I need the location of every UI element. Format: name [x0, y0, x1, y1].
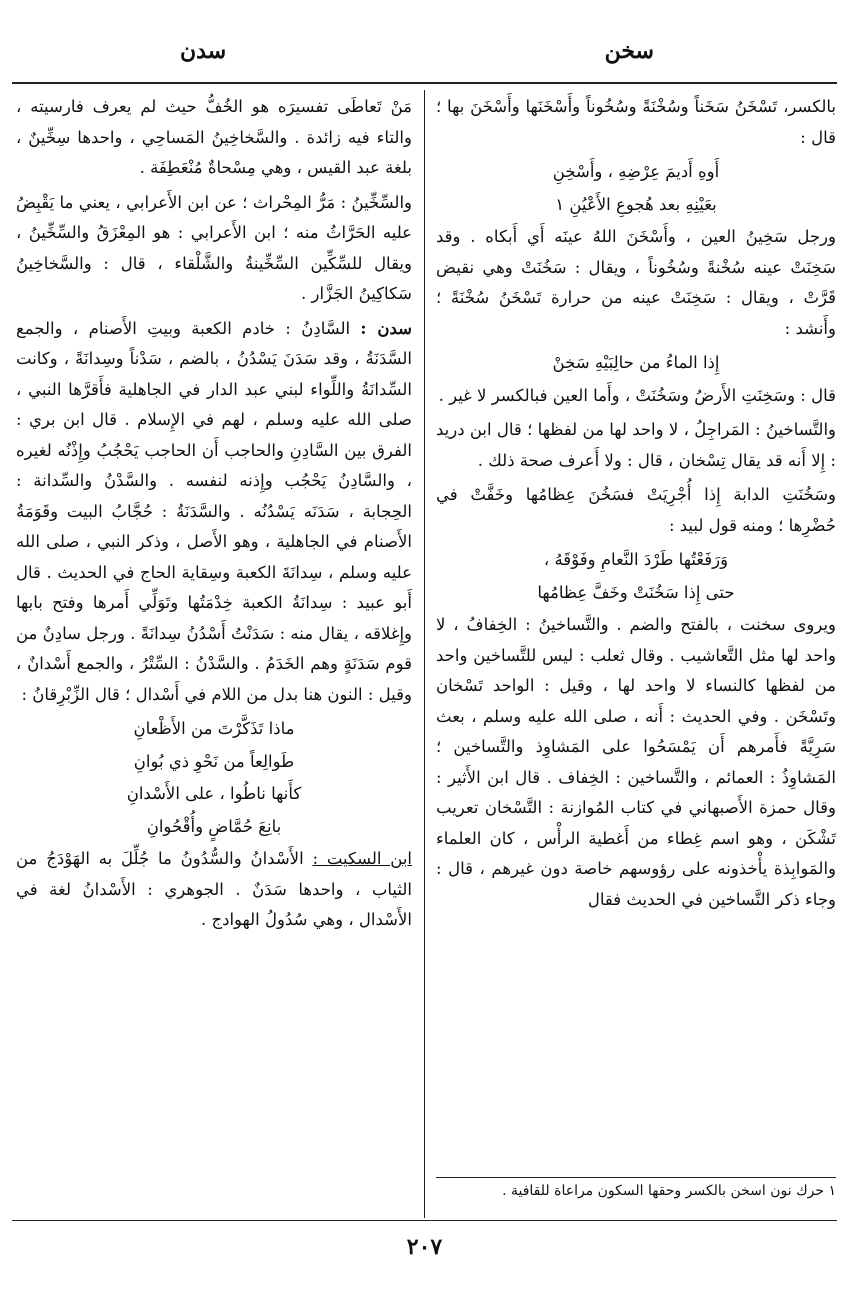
paragraph [436, 92, 836, 153]
running-header-right: سخن [604, 38, 654, 64]
paragraph-text: إِذا الماءُ من حالِبَيْهِ سَخِنْ [552, 353, 720, 372]
paragraph-text: حتى إِذا سَخُنَتْ وخَفَّ عِظامُها [537, 582, 735, 602]
source-citation: ابن السكيت : [312, 849, 412, 868]
paragraph [436, 480, 836, 541]
paragraph-text: أَوهِ أَديمَ عِرْضِهِ ، وأَسْخِنِ [552, 162, 720, 181]
paragraph-text: بانِعَ حُمَّاضٍ وأُقْحُوانِ [146, 816, 282, 836]
paragraph-text: الأَسْدانُ والسُّدُونُ ما جُلِّلَ به الهَوْدَجُ من الثياب ، واحدها سَدَنٌ . الجوهري : الأَسْدانُ لغة في الأَسْدال ، وهي سُدُولُ الهوادج . [16, 849, 412, 929]
header-rule [12, 82, 837, 84]
verse-line [436, 348, 836, 379]
paragraph-text: قال : وسَخِنَتِ الأَرضُ وسَخُنَتْ ، وأَما العين فبالكسر لا غير . [438, 385, 836, 405]
running-header-left: سدن [180, 38, 227, 64]
paragraph [16, 188, 412, 310]
verse-line [16, 779, 412, 810]
paragraph-text: بالكسر، تَسْخَنُ سَخَناً وسُخْنَةً وسُخُوناً وأَسْخَنَها وأَسْخَنَ بها ؛ قال : [436, 97, 836, 147]
verse-line [16, 812, 412, 843]
paragraph [16, 844, 412, 936]
paragraph [16, 314, 412, 711]
footnote-rule [436, 1177, 836, 1178]
verse-line [16, 747, 412, 778]
paragraph-text: ويروى سخنت ، بالفتح والضم . والتَّساخينُ : الخِفافُ ، لا واحد لها مثل التَّعاشيب . وقال ثعلب : ليس للتَّساخين واحد من لفظها كالنساء لا واحد لها ، وقيل : الواحد تَسْخان وتَسْخَن . وفي الحديث : أَنه ، صلى الله عليه وسلم ، بعث سَرِيَّةً فأَمرهم أَن يَمْسَحُوا على المَشاوِذ والتَّساخين ؛ المَشاوِذُ : العمائم ، والتَّساخين : الخِفاف . قال ابن الأَثير : وقال حمزة الأَصبهاني في كتاب المُوازنة : التَّسْخان تعريب تَشْكَن ، وهو اسم غِطاء من أَغطية الرأْس ، كان العلماء والمَوابِذة يأْخذونه على رؤوسهم خاصة دون غيرهم ، قال : وجاء ذكر التَّساخين في الحديث فقال [436, 615, 836, 909]
verse-line [16, 714, 412, 745]
verse-line [436, 545, 836, 576]
left-column [16, 92, 412, 940]
paragraph [16, 92, 412, 184]
paragraph [436, 381, 836, 412]
paragraph [436, 610, 836, 915]
paragraph-text: السَّادِنُ : خادم الكعبة وبيتِ الأَصنام ، والجمع السَّدَنَةُ ، وقد سَدَنَ يَسْدُنُ ، بالضم ، سَدْناً وسِدانَةً ، وكانت السِّدانَةُ واللِّواء لبني عبد الدار في الجاهلية فأَقرَّها النبي ، صلى الله عليه وسلم ، لهم في الإِسلام . قال ابن بري : الفرق بين السَّادِنِ والحاجب أَن الحاجب يَحْجُبُ وإِذْنُه لغيره ، والسَّادِنُ يَحْجُب وإِذنه لنفسه . والسَّدْنُ والسِّدانة : الحِجابة ، سَدَنَه يَسْدُنُه . والسَّدَنَةُ : حُجَّابُ البيت وقَوَمَةُ الأَصنام في الجاهلية ، وهو الأَصل ، وذكر النبي ، صلى الله عليه وسلم ، سِدانَةَ الكعبة وسِقاية الحاج في الحديث . قال أَبو عبيد : سِدانَةُ الكعبة خِدْمَتُها وتَوَلِّي أَمرها وفتح بابها وإِغلاقه ، يقال منه : سَدَنْتُ أَسْدُنُ سِدانَةً . ورجل سادِنٌ من قوم سَدَنَةٍ وهم الخَدَمُ . والسَّدْنُ : السِّتْرُ ، والجمع أَسْدانٌ ، وقيل : النون هنا بدل من اللام في أَسْدال ؛ قال الزِّبْرِقانُ : [16, 318, 412, 704]
page-number: ٢٠٧ [406, 1234, 443, 1260]
verse-line [436, 190, 836, 221]
paragraph-text: بعَيْنِهِ بعد هُجوعِ الأَعْيُنِ ١ [555, 194, 717, 214]
paragraph-text: والسِّخِّينُ : مَرُّ المِحْراث ؛ عن ابن الأَعرابي ، يعني ما يَقْبِضُ عليه الحَرَّاثُ منه ؛ ابن الأَعرابي : هو المِعْزَقُ والسِّخِّينُ ، ويقال للسِّكِّين السِّخِّينةُ والشَّلْقاء ، قال : والسَّخاخِينُ سَكاكِينُ الجَزَّار . [16, 192, 412, 303]
paragraph [436, 415, 836, 476]
paragraph-text: مَنْ تَعاطَى تفسيرَه هو الخُفُّ حيث لم يعرف فارسيته ، والتاء فيه زائدة . والسَّخاخِينُ المَساحِي ، واحدها سِخِّينٌ ، بلغة عبد القيس ، وهي مِسْحاةٌ مُنْعَطِفَة . [16, 97, 412, 177]
verse-line [436, 157, 836, 188]
paragraph-text: وَرَفَعْتُها طَرْدَ النَّعامِ وفَوْقَهُ ، [543, 550, 729, 569]
verse-line [436, 578, 836, 609]
paragraph-text: والتَّساخينُ : المَراجِلُ ، لا واحد لها من لفظها ؛ قال ابن دريد : إِلا أَنه قد يقال تِسْخان ، قال : ولا أَعرف صحة ذلك . [436, 420, 836, 470]
paragraph-text: وسَخُنَتِ الدابة إِذا أُجْرِيَتْ فسَخُنَ عِظامُها وخَفَّتْ في حُضْرِها ؛ ومنه قول لبيد : [436, 485, 836, 535]
entry-headword: سدن : [360, 318, 412, 338]
paragraph-text: طَوالِعاً من نَحْوِ ذي بُوانِ [133, 751, 295, 771]
footnote: ١ حرك نون اسخن بالكسر وحقها السكون مراعاة للقافية . [502, 1183, 836, 1199]
column-divider [424, 90, 425, 1218]
paragraph-text: ورجل سَخِينُ العين ، وأَسْخَنَ اللهُ عينَه أَي أَبكاه . وقد سَخِنَتْ عينه سُخْنةً وسُخُوناً ، ويقال : سَخُنَتْ وهي نقيض قَرَّتْ ، ويقال : سَخِنَتْ عينه من حرارة تَسْخَنُ سُخْنَةً ؛ وأَنشد : [436, 227, 836, 338]
paragraph-text: ماذا تَذَكَّرْتَ من الأَظْعانِ [133, 719, 295, 738]
footer-rule [12, 1220, 837, 1221]
paragraph [436, 222, 836, 344]
right-column [436, 92, 836, 919]
paragraph-text: كأَنها ناطُوا ، على الأَسْدانِ [126, 784, 302, 803]
